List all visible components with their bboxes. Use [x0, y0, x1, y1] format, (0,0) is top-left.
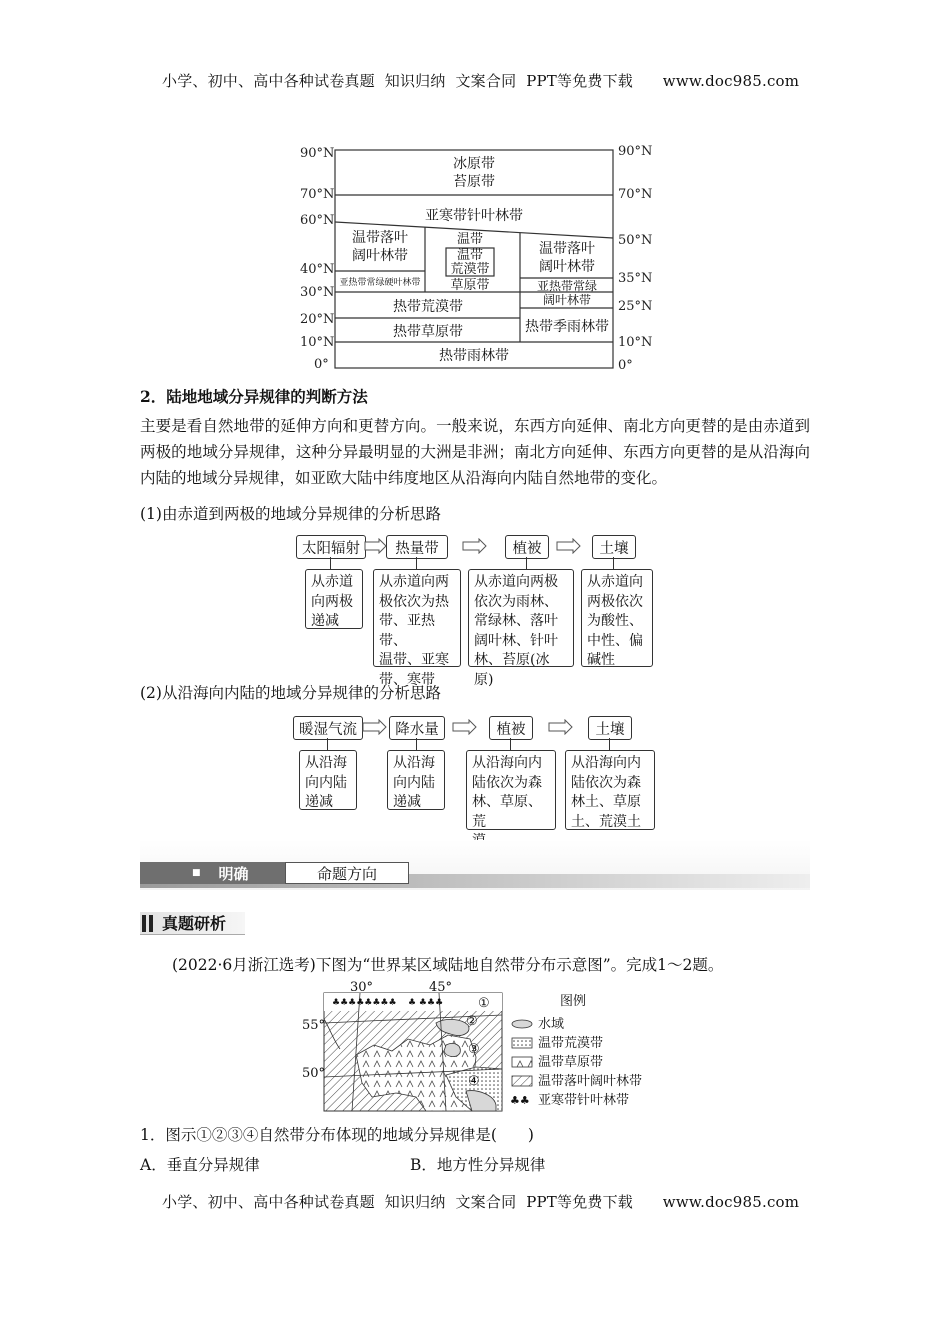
zone-label: 亚热带常绿: [536, 279, 598, 293]
forest-legend-icon: [512, 1076, 532, 1086]
bullet-icon: ■: [192, 868, 201, 878]
region-map: [296, 979, 666, 1114]
banner-tab: 命题方向: [285, 862, 409, 884]
flow1-detail: 从赤道 向两极 递减: [305, 569, 363, 629]
flow1-head: 太阳辐射: [296, 535, 366, 559]
question-intro: (2022·6月浙江选考)下图为“世界某区域陆地自然带分布示意图”。完成1～2题。: [172, 956, 724, 974]
right-lat-label: 70°N: [618, 187, 653, 202]
subheading-1: (1)由赤道到两极的地域分异规律的分析思路: [140, 505, 441, 523]
lat-label: 55°: [302, 1018, 326, 1033]
flow2-head: 降水量: [389, 716, 445, 740]
left-lat-label: 70°N: [300, 187, 335, 202]
legend-item: 温带草原带: [538, 1055, 604, 1070]
flow2-head: 土壤: [588, 716, 632, 740]
left-lat-label: 10°N: [300, 335, 335, 350]
zone-label: 冰原带: [453, 156, 495, 172]
zone-label: 热带雨林带: [439, 348, 509, 364]
zone-label: 热带荒漠带: [393, 299, 463, 315]
section-paragraph: 主要是看自然地带的延伸方向和更替方向。一般来说，东西方向延伸、南北方向更替的是由赤道到两极的地域分异规律，这种分异最明显的大洲是非洲；南北方向延伸、东西方向更替的是从沿海向内陆的地域分异规律，如亚欧大陆中纬度地区从沿海向内陆自然地带的变化。: [140, 417, 810, 487]
legend-item: 温带荒漠带: [538, 1036, 604, 1051]
conifer-legend-icon: ♣♣: [510, 1094, 530, 1107]
flow1-detail: 从赤道向 两极依次 为酸性、 中性、偏 碱性: [581, 569, 653, 667]
flow2-head: 植被: [489, 716, 533, 740]
banner-tab-active: ■ 明确: [140, 862, 285, 884]
desert-legend-icon: [512, 1038, 532, 1048]
arrow-icon: [556, 538, 582, 554]
svg-text:♣ ♣♣♣: ♣ ♣♣♣: [408, 998, 444, 1008]
section-title: 2．陆地地域分异规律的判断方法: [140, 387, 368, 406]
flow2-detail: 从沿海向内 陆依次为森 林、草原、荒: [466, 750, 556, 830]
flow1-head: 热量带: [386, 535, 448, 559]
arrow-icon: [548, 719, 574, 735]
grassland-legend-icon: [512, 1057, 532, 1067]
zone-label: 阔叶林带: [539, 259, 595, 275]
svg-text:♣♣♣♣♣♣♣♣: ♣♣♣♣♣♣♣♣: [332, 998, 397, 1008]
right-lat-label: 25°N: [618, 299, 653, 314]
flow2-head: 暖湿气流: [293, 716, 363, 740]
right-lat-label: 35°N: [618, 271, 653, 286]
map-legend: [510, 994, 642, 1108]
right-lat-label: 10°N: [618, 335, 653, 350]
arrow-icon: [462, 538, 488, 554]
zone-number: ①: [478, 996, 490, 1011]
zone-label: 温带: [456, 232, 484, 247]
zone-label: 热带草原带: [393, 324, 463, 340]
right-lat-label: 90°N: [618, 144, 653, 159]
left-lat-label: 40°N: [300, 262, 335, 277]
zone-label: 热带季雨林带: [525, 319, 609, 335]
water-legend-icon: [512, 1020, 532, 1028]
zone-label: 温带: [456, 248, 484, 263]
flow1-head: 植被: [505, 535, 549, 559]
natural-zone-diagram: [280, 140, 660, 375]
option-b: B．地方性分异规律: [410, 1156, 546, 1174]
right-lat-label: 0°: [618, 358, 633, 373]
left-lat-label: 0°: [314, 357, 329, 372]
arrow-icon: [362, 719, 388, 735]
left-lat-label: 20°N: [300, 312, 335, 327]
left-lat-label: 60°N: [300, 213, 335, 228]
zone-number: ④: [468, 1074, 480, 1089]
lon-label: 30°: [350, 980, 374, 995]
flow2-detail: 从沿海 向内陆 递减: [299, 750, 357, 810]
zone-label: 荒漠带: [450, 262, 490, 277]
subheading-2: (2)从沿海向内陆的地域分异规律的分析思路: [140, 684, 441, 702]
legend-item: 亚寒带针叶林带: [538, 1093, 630, 1108]
option-a: A．垂直分异规律: [140, 1156, 260, 1174]
flow2-detail: 从沿海 向内陆 递减: [387, 750, 445, 810]
lat-label: 50°: [302, 1066, 326, 1081]
arrow-icon: [452, 719, 478, 735]
zone-label: 阔叶林带: [352, 248, 408, 264]
zone-label: 苔原带: [453, 174, 495, 190]
arrow-icon: [364, 538, 388, 554]
left-lat-label: 30°N: [300, 285, 335, 300]
flow1-detail: 从赤道向两 极依次为热 带、亚热带、 温带、亚寒 带、寒带: [373, 569, 461, 667]
zone-label: 亚热带常绿硬叶林带: [339, 278, 421, 288]
page-footer: 小学、初中、高中各种试卷真题 知识归纳 文案合同 PPT等免费下载 www.doc985.com: [162, 1193, 800, 1211]
lon-label: 45°: [429, 980, 453, 995]
zone-label: 亚寒带针叶林带: [425, 208, 523, 224]
left-lat-label: 90°N: [300, 146, 335, 161]
zone-label: 温带落叶: [539, 241, 595, 257]
zone-number: ②: [466, 1014, 478, 1029]
zone-label: 温带落叶: [352, 230, 408, 246]
conifer-icons: [332, 998, 443, 1008]
legend-item: 温带落叶阔叶林带: [538, 1074, 643, 1089]
page-header: 小学、初中、高中各种试卷真题 知识归纳 文案合同 PPT等免费下载 www.doc985.com: [162, 72, 800, 90]
flow1-detail: 从赤道向两极 依次为雨林、 常绿林、落叶 阔叶林、针叶 林、苔原(冰原): [468, 569, 574, 667]
zone-number: ③: [468, 1042, 480, 1057]
question-stem: 1．图示①②③④自然带分布体现的地域分异规律是( ): [140, 1126, 534, 1144]
research-heading: 真题研析: [140, 912, 245, 935]
right-lat-label: 50°N: [618, 233, 653, 248]
legend-item: 水域: [538, 1017, 565, 1032]
legend-title: 图例: [560, 994, 587, 1009]
zone-label: 阔叶林带: [542, 293, 592, 307]
flow2-detail: 从沿海向内 陆依次为森 林土、草原 土、荒漠土: [565, 750, 655, 830]
zone-label: 草原带: [450, 278, 490, 293]
flow1-head: 土壤: [592, 535, 636, 559]
